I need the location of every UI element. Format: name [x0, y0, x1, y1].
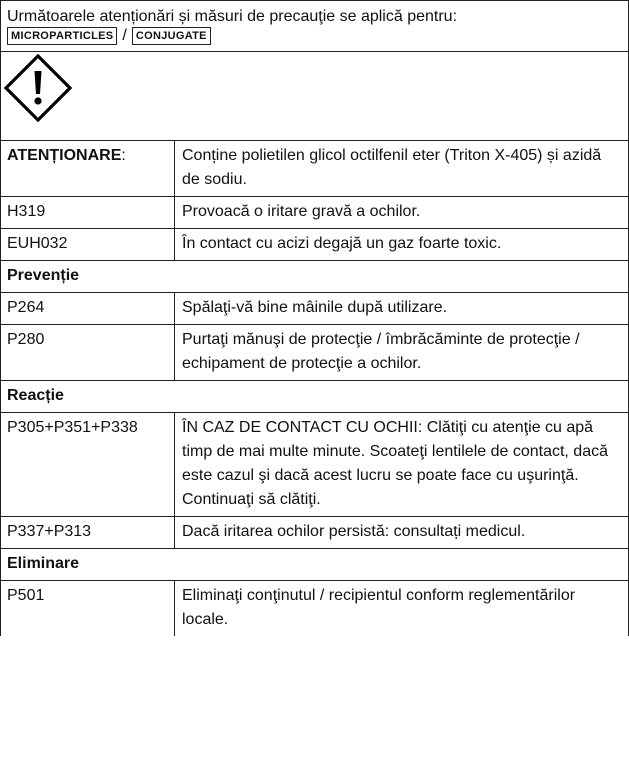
section-title-eliminare: Eliminare: [1, 549, 628, 581]
statement-text: Purtaţi mănuşi de protecţie / îmbrăcăminte de protecţie / echipament de protecţie a ochilor.: [182, 331, 580, 373]
warning-label: ATENȚIONARE: [7, 147, 122, 165]
tag-conjugate: CONJUGATE: [132, 27, 211, 45]
hazard-text: Provoacă o iritare gravă a ochilor.: [182, 203, 421, 221]
statement-text: ÎN CAZ DE CONTACT CU OCHII: Clătiţi cu atenţie cu apă timp de mai multe minute. Scoateţi lentilele de contact, dacă este cazul şi dacă acest lucru se poate face cu uşurinţă. Continuaţi să clătiţi.: [182, 419, 608, 509]
statement-code: P305+P351+P338: [1, 413, 175, 516]
warning-label-cell: [1, 141, 175, 196]
statement-code: P337+P313: [1, 517, 175, 548]
hazard-code: EUH032: [1, 229, 175, 260]
intro-cell: [1, 1, 628, 52]
section-title-preventie: Prevenție: [1, 261, 628, 293]
hazard-row-euh032: [1, 229, 628, 261]
statement-code: P264: [1, 293, 175, 324]
tag-separator: /: [122, 27, 127, 44]
warning-text: Conține polietilen glicol octilfenil eter (Triton X-405) și azidă de sodiu.: [182, 147, 602, 189]
section-title-reactie: Reacție: [1, 381, 628, 413]
statement-text: Eliminaţi conţinutul / recipientul conform reglementărilor locale.: [182, 587, 576, 629]
intro-text: Următoarele atenționări și măsuri de precauţie se aplică pentru:: [7, 8, 458, 25]
statement-row-p337: [1, 517, 628, 549]
hazard-text: În contact cu acizi degajă un gaz foarte toxic.: [182, 235, 502, 253]
statement-code: P280: [1, 325, 175, 380]
product-tags: [7, 27, 620, 45]
statement-text: Spălaţi-vă bine mâinile după utilizare.: [182, 299, 448, 317]
statement-code: P501: [1, 581, 175, 636]
statement-row-p305: [1, 413, 628, 517]
statement-row-p501: [1, 581, 628, 636]
warning-colon: :: [121, 147, 126, 165]
tag-microparticles: MICROPARTICLES: [7, 27, 117, 45]
warning-row: [1, 141, 628, 197]
statement-row-p264: [1, 293, 628, 325]
statement-row-p280: [1, 325, 628, 381]
hazard-code: H319: [1, 197, 175, 228]
hazard-row-h319: [1, 197, 628, 229]
pictogram-cell: [1, 52, 628, 141]
statement-text: Dacă iritarea ochilor persistă: consultați medicul.: [182, 523, 526, 541]
ghs-exclamation-mark-icon: [4, 54, 72, 122]
